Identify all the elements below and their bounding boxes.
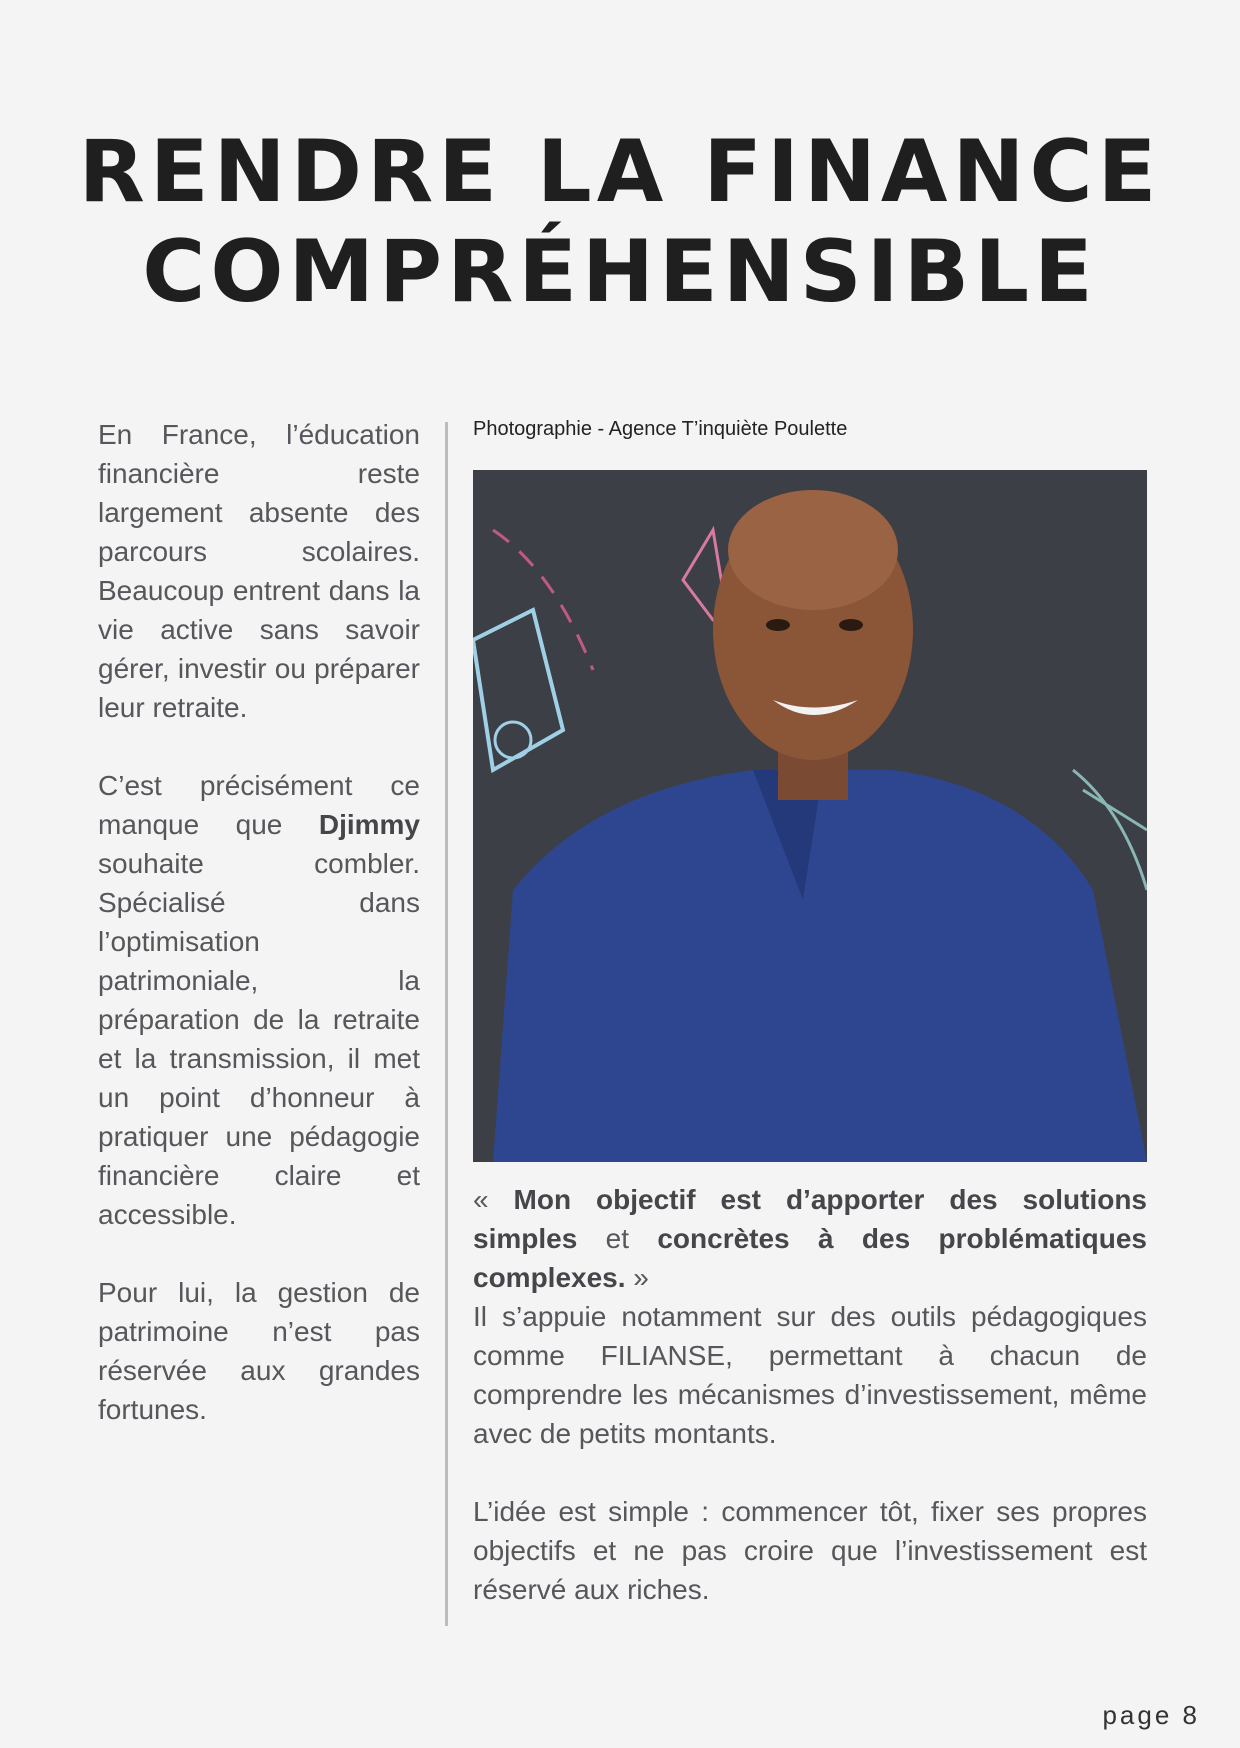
photo-caption: Photographie - Agence T’inquiète Poulette (473, 418, 848, 440)
right-column (473, 1180, 1147, 1648)
left-column (98, 415, 420, 1468)
quote-text: Mon objectif est d’apporter des solutions simples (473, 1184, 1147, 1254)
portrait-photo (473, 470, 1147, 1162)
title-line-1: RENDRE LA FINANCE (78, 122, 1162, 222)
left-paragraph-1: En France, l’éducation financière reste largement absente des parcours scolaires. Beaucoup entrent dans la vie active sans savoir gérer, investir ou préparer leur retraite. (98, 419, 420, 723)
text: C’est précisément ce manque que (98, 770, 420, 840)
page-title (0, 122, 1240, 322)
text: souhaite combler. Spécialisé dans l’optimisation patrimoniale, la préparation de la retraite et la transmission, il met un point d’honneur à pratiquer une pédagogie financière claire et accessible. (98, 848, 420, 1230)
person-name: Djimmy (318, 809, 420, 840)
quote-text: et (577, 1223, 658, 1254)
quote-text: concrètes à des problématiques complexes. (473, 1223, 1147, 1293)
pull-quote (473, 1180, 1147, 1297)
right-paragraph-1: Il s’appuie notamment sur des outils pédagogiques comme FILIANSE, permettant à chacun de comprendre les mécanismes d’investissement, même avec de petits montants. (473, 1301, 1147, 1449)
page-number: page 8 (1102, 1700, 1200, 1730)
right-paragraph-2: L’idée est simple : commencer tôt, fixer ses propres objectifs et ne pas croire que l’investissement est réservé aux riches. (473, 1496, 1147, 1605)
quote-mark: « (473, 1184, 514, 1215)
quote-mark: » (625, 1262, 649, 1293)
column-divider (445, 422, 448, 1626)
left-paragraph-2 (98, 766, 420, 1234)
portrait-illustration (473, 470, 1147, 1162)
left-paragraph-3: Pour lui, la gestion de patrimoine n’est pas réservée aux grandes fortunes. (98, 1277, 420, 1425)
title-line-2: COMPRÉHENSIBLE (142, 222, 1098, 322)
